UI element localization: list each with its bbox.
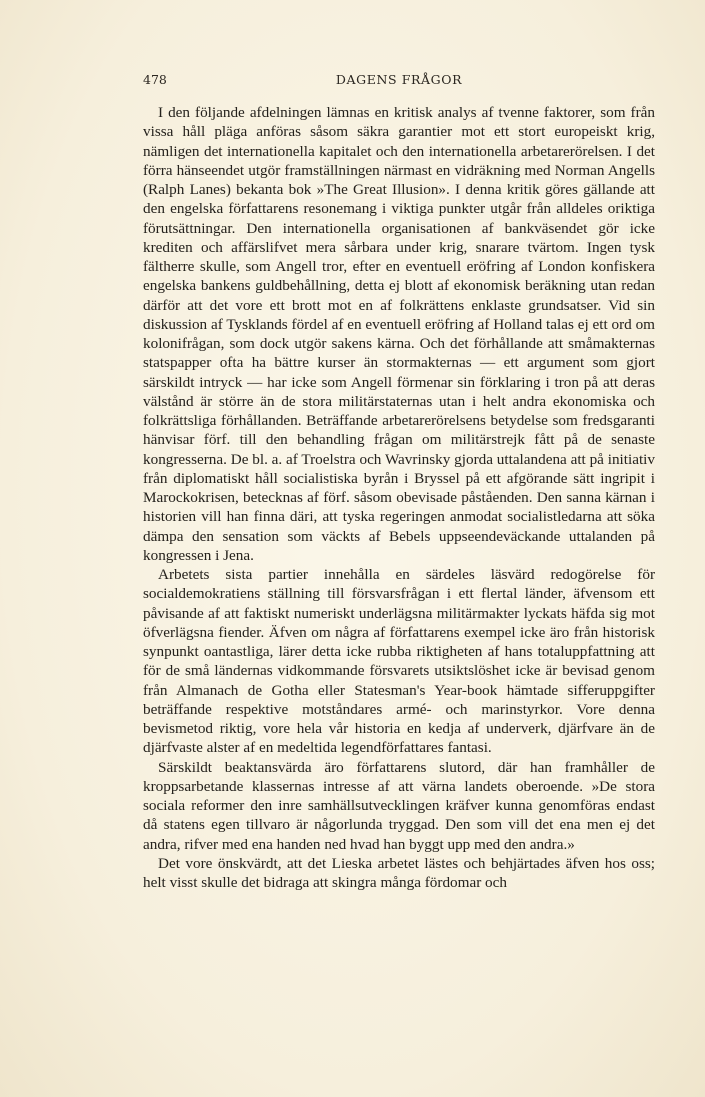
paragraph: Det vore önskvärdt, att det Lieska arbetet lästes och behjärtades äfven hos oss; helt visst skulle det bidraga att skingra många fördomar och xyxy=(143,854,655,891)
page-number: 478 xyxy=(143,72,167,87)
page-header xyxy=(143,72,655,92)
paragraph: I den följande afdelningen lämnas en kritisk analys af tvenne faktorer, som från vissa håll pläga anföras såsom säkra garantier mot ett stort europeiskt krig, nämligen det internationella kapitalet och den internationella arbetarerörelsen. I det förra hänseendet utgör framställningen närmast en vidräkning med Norman Angells (Ralph Lanes) bekanta bok »The Great Illusion». I denna kritik göres gällande att den engelska författarens resonemang i viktiga punkter utgår från alldeles oriktiga förutsättningar. Den internationella organisationen af bankväsendet gör icke krediten och affärslifvet mera sårbara under krig, snarare tvärtom. Ingen tysk fältherre skulle, som Angell tror, efter en eventuell eröfring af London konfiskera engelska bankens guldbehållning, detta ej blott af ekonomisk beräkning utan redan därför att det vore ett brott mot en af folkrättens enklaste grundsatser. Vid sin diskussion af Tysklands fördel af en eventuell eröfring af Holland talas ej ett ord om kolonifrågan, som dock utgör sakens kärna. Och det förhållande att småmakternas statspapper ofta ha bättre kurser än stormakternas — ett argument som gjort särskildt intryck — har icke som Angell förmenar sin förklaring i tron på att deras välstånd är större än de stora militärstaternas utan i helt andra ekonomiska och folkrättsliga förhållanden. Beträffande arbetarerörelsens betydelse som fredsgaranti hänvisar förf. till den behandling frågan om militärstrejk fått på de senaste kongresserna. De bl. a. af Troelstra och Wavrinsky gjorda uttalandena att på initiativ från diplomatiskt håll socialistiska byrån i Bryssel på ett afgörande sätt ingripit i Marockokrisen, betecknas af förf. såsom obevisade påståenden. Den sanna kärnan i historien vill han finna däri, att tyska regeringen anmodat socialistledarna att söka dämpa den sensation som väckts af Bebels uppseendeväckande uttalanden på kongressen i Jena. xyxy=(143,104,655,564)
paragraph: Särskildt beaktansvärda äro författarens slutord, där han framhåller de kroppsarbetande klassernas intresse af att värna landets oberoende. »De stora sociala reformer den inre samhällsutvecklingen kräfver kunna genomföras endast då statens egen tillvaro är någorlunda tryggad. Den som vill det ena men ej det andra, rifver med ena handen ned hvad han byggt upp med den andra.» xyxy=(143,758,655,853)
body-text xyxy=(143,103,655,892)
paragraph: Arbetets sista partier innehålla en särdeles läsvärd redogörelse för socialdemokratiens ställning till försvarsfrågan i ett flertal länder, äfvensom ett påvisande af att faktiskt numeriskt underlägsna militärmakter lyckats häfda sig mot öfverlägsna fiender. Äfven om några af författarens exempel icke äro från historisk synpunkt oantastliga, lärer detta icke rubba riktigheten af hans totaluppfattning att för de små ländernas vidkommande försvarets utsiktslöshet icke är bevisad genom från Almanach de Gotha eller Statesman's Year-book hämtade sifferuppgifter beträffande respektive motståndares armé- och marinstyrkor. Vore denna bevismetod riktig, vore hela vår historia en kedja af underverk, djärfvare än de djärfvaste alster af en medeltida legendförfattares fantasi. xyxy=(143,566,655,757)
running-head: DAGENS FRÅGOR xyxy=(335,72,463,87)
